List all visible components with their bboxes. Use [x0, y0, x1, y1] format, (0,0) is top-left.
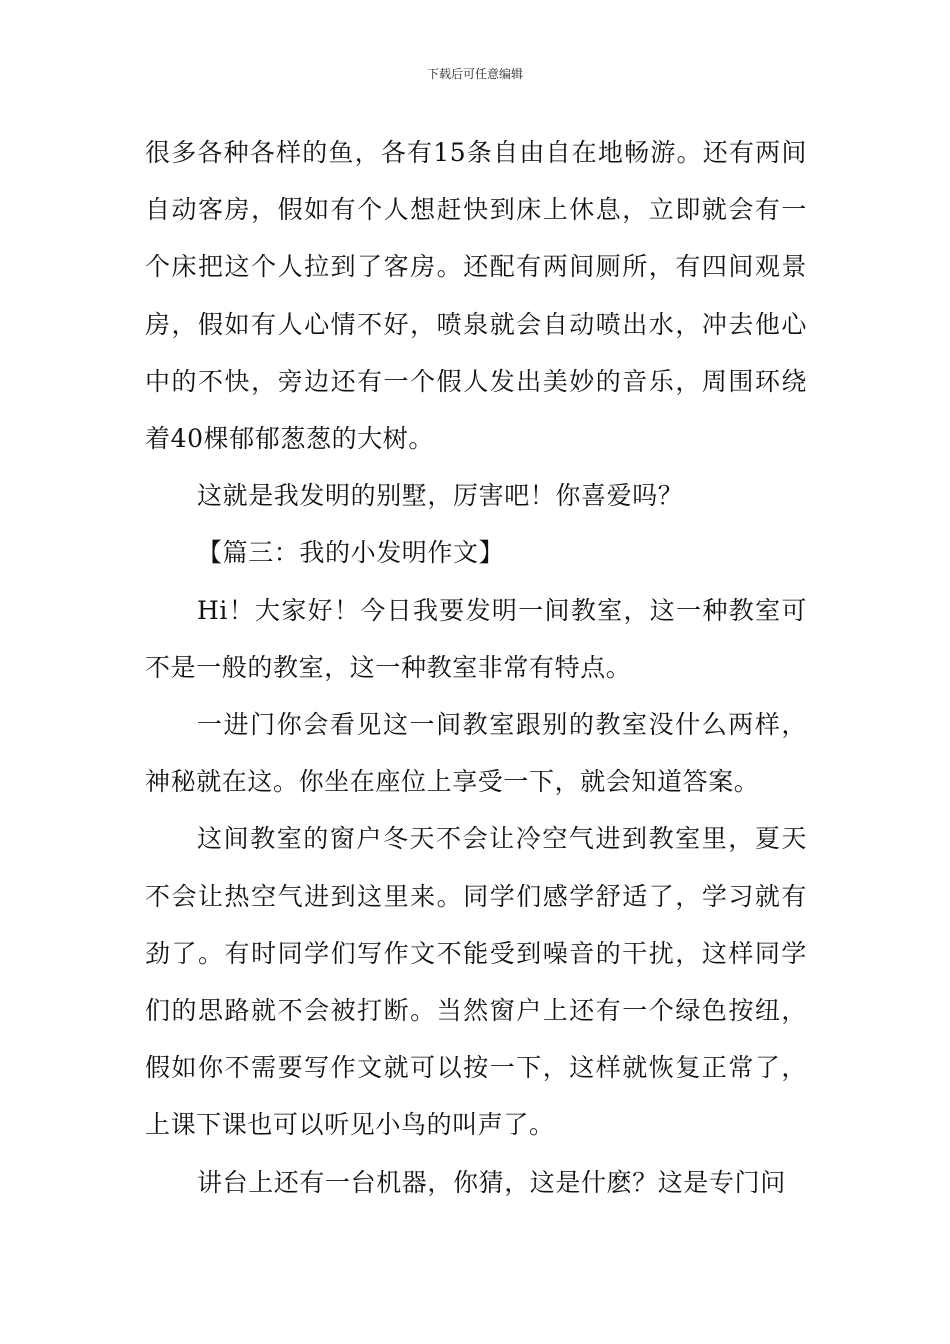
paragraph: 这间教室的窗户冬天不会让冷空气进到教室里，夏天不会让热空气进到这里来。同学们感学舒适了，学习就有劲了。有时同学们写作文不能受到噪音的干扰，这样同学们的思路就不会被打断。当然窗户上还有一个绿色按纽，假如你不需要写作文就可以按一下，这样就恢复正常了，上课下课也可以听见小鸟的叫声了。 [145, 824, 807, 1140]
paragraph: 讲台上还有一台机器，你猜，这是什麽？这是专门问 [197, 1167, 786, 1197]
paragraph: 一进门你会看见这一间教室跟别的教室没什么两样，神秘就在这。你坐在座位上享受一下，就会知道答案。 [145, 710, 807, 797]
page-header: 下载后可任意编辑 [426, 67, 523, 81]
paragraph: 很多各种各样的鱼，各有15条自由自在地畅游。还有两间自动客房，假如有个人想赶快到床上休息，立即就会有一个床把这个人拉到了客房。还配有两间厕所，有四间观景房，假如有人心情不好，喷泉就会自动喷出水，冲去他心中的不快，旁边还有一个假人发出美妙的音乐，周围环绕着40棵郁郁葱葱的大树。 [145, 138, 807, 454]
paragraph: Hi！大家好！今日我要发明一间教室，这一种教室可不是一般的教室，这一种教室非常有特点。 [145, 595, 807, 682]
paragraph: 这就是我发明的别墅，厉害吧！你喜爱吗？ [197, 481, 684, 511]
document-body [145, 124, 807, 1211]
section-heading: 【篇三：我的小发明作文】 [197, 538, 505, 568]
